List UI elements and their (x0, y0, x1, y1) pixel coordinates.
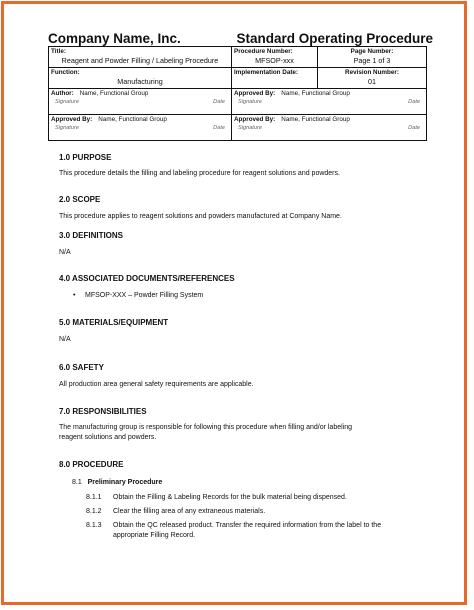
page-number-cell (318, 47, 427, 68)
author-cell (49, 89, 232, 115)
step-number: 8.1.3 (86, 522, 102, 529)
title-cell (49, 47, 232, 68)
approved-by-value: Name, Functional Group (281, 90, 350, 97)
approved-by-value: Name, Functional Group (281, 116, 350, 123)
safety-heading: 6.0 SAFETY (59, 363, 104, 372)
definitions-heading: 3.0 DEFINITIONS (59, 231, 124, 240)
revision-number-value: 01 (368, 77, 376, 86)
reference-text: MFSOP-XXX – Powder Filling System (85, 292, 204, 299)
subsection-title: Preliminary Procedure (87, 479, 163, 486)
date-hint: Date (408, 99, 420, 105)
scope-heading: 2.0 SCOPE (59, 195, 101, 204)
step-text: Clear the filling area of any extraneous materials. (113, 508, 266, 515)
signature-hint: Signature (238, 125, 262, 131)
document-info-table (48, 46, 427, 141)
step-number: 8.1.2 (86, 508, 102, 515)
function-value: Manufacturing (117, 77, 163, 86)
approved-by-label: Approved By: (234, 116, 276, 123)
document-type-title: Standard Operating Procedure (236, 31, 433, 46)
revision-number-label: Revision Number: (345, 69, 399, 76)
procedure-number-label: Procedure Number: (234, 48, 293, 55)
step-number: 8.1.1 (86, 494, 102, 501)
references-heading: 4.0 ASSOCIATED DOCUMENTS/REFERENCES (59, 274, 235, 283)
approved-by-label: Approved By: (234, 90, 276, 97)
approved-by-cell-2 (49, 115, 232, 141)
function-cell (49, 68, 232, 89)
page-number-value: Page 1 of 3 (353, 56, 391, 65)
page-number-label: Page Number: (350, 48, 394, 55)
date-hint: Date (213, 125, 225, 131)
implementation-date-cell (232, 68, 318, 89)
signature-hint: Signature (238, 99, 262, 105)
step-text: Obtain the Filling & Labeling Records for the bulk material being dispensed. (113, 494, 347, 501)
responsibilities-text: The manufacturing group is responsible for following this procedure when filling and/or labeling reagent solutions and powders. (59, 424, 353, 441)
purpose-heading: 1.0 PURPOSE (59, 153, 112, 162)
company-name: Company Name, Inc. (48, 31, 181, 46)
procedure-step (86, 521, 386, 541)
title-label: Title: (51, 48, 66, 55)
title-value: Reagent and Powder Filling / Labeling Procedure (61, 56, 219, 65)
signature-hint: Signature (55, 99, 79, 105)
purpose-text: This procedure details the filling and labeling procedure for reagent solutions and powders. (59, 170, 340, 177)
function-label: Function: (51, 69, 80, 76)
materials-heading: 5.0 MATERIALS/EQUIPMENT (59, 318, 169, 327)
responsibilities-heading: 7.0 RESPONSIBILITIES (59, 407, 147, 416)
materials-text: N/A (59, 336, 71, 343)
scope-text: This procedure applies to reagent solutions and powders manufactured at Company Name. (59, 213, 342, 220)
approved-by-value: Name, Functional Group (98, 116, 167, 123)
bullet-icon: • (73, 292, 76, 299)
safety-text: All production area general safety requirements are applicable. (59, 381, 254, 388)
date-hint: Date (213, 99, 225, 105)
signature-hint: Signature (55, 125, 79, 131)
approved-by-cell-1 (232, 89, 427, 115)
procedure-number-value: MFSOP-xxx (255, 56, 294, 65)
definitions-text: N/A (59, 249, 71, 256)
author-value: Name, Functional Group (79, 90, 149, 97)
date-hint: Date (408, 125, 420, 131)
subsection-number: 8.1 (72, 479, 82, 486)
approved-by-cell-3 (232, 115, 427, 141)
procedure-step (86, 493, 386, 503)
approved-by-label: Approved By: (51, 116, 93, 123)
step-text: Obtain the QC released product. Transfer the required information from the label to the appropriate Filling Record. (113, 522, 382, 539)
reference-list-item (73, 292, 203, 299)
procedure-heading: 8.0 PROCEDURE (59, 460, 124, 469)
preliminary-procedure-heading (72, 479, 162, 486)
procedure-number-cell (232, 47, 318, 68)
implementation-date-label: Implementation Date: (234, 69, 299, 76)
procedure-step (86, 507, 386, 517)
revision-number-cell (318, 68, 427, 89)
document-header (48, 31, 433, 47)
author-label: Author: (51, 90, 74, 97)
